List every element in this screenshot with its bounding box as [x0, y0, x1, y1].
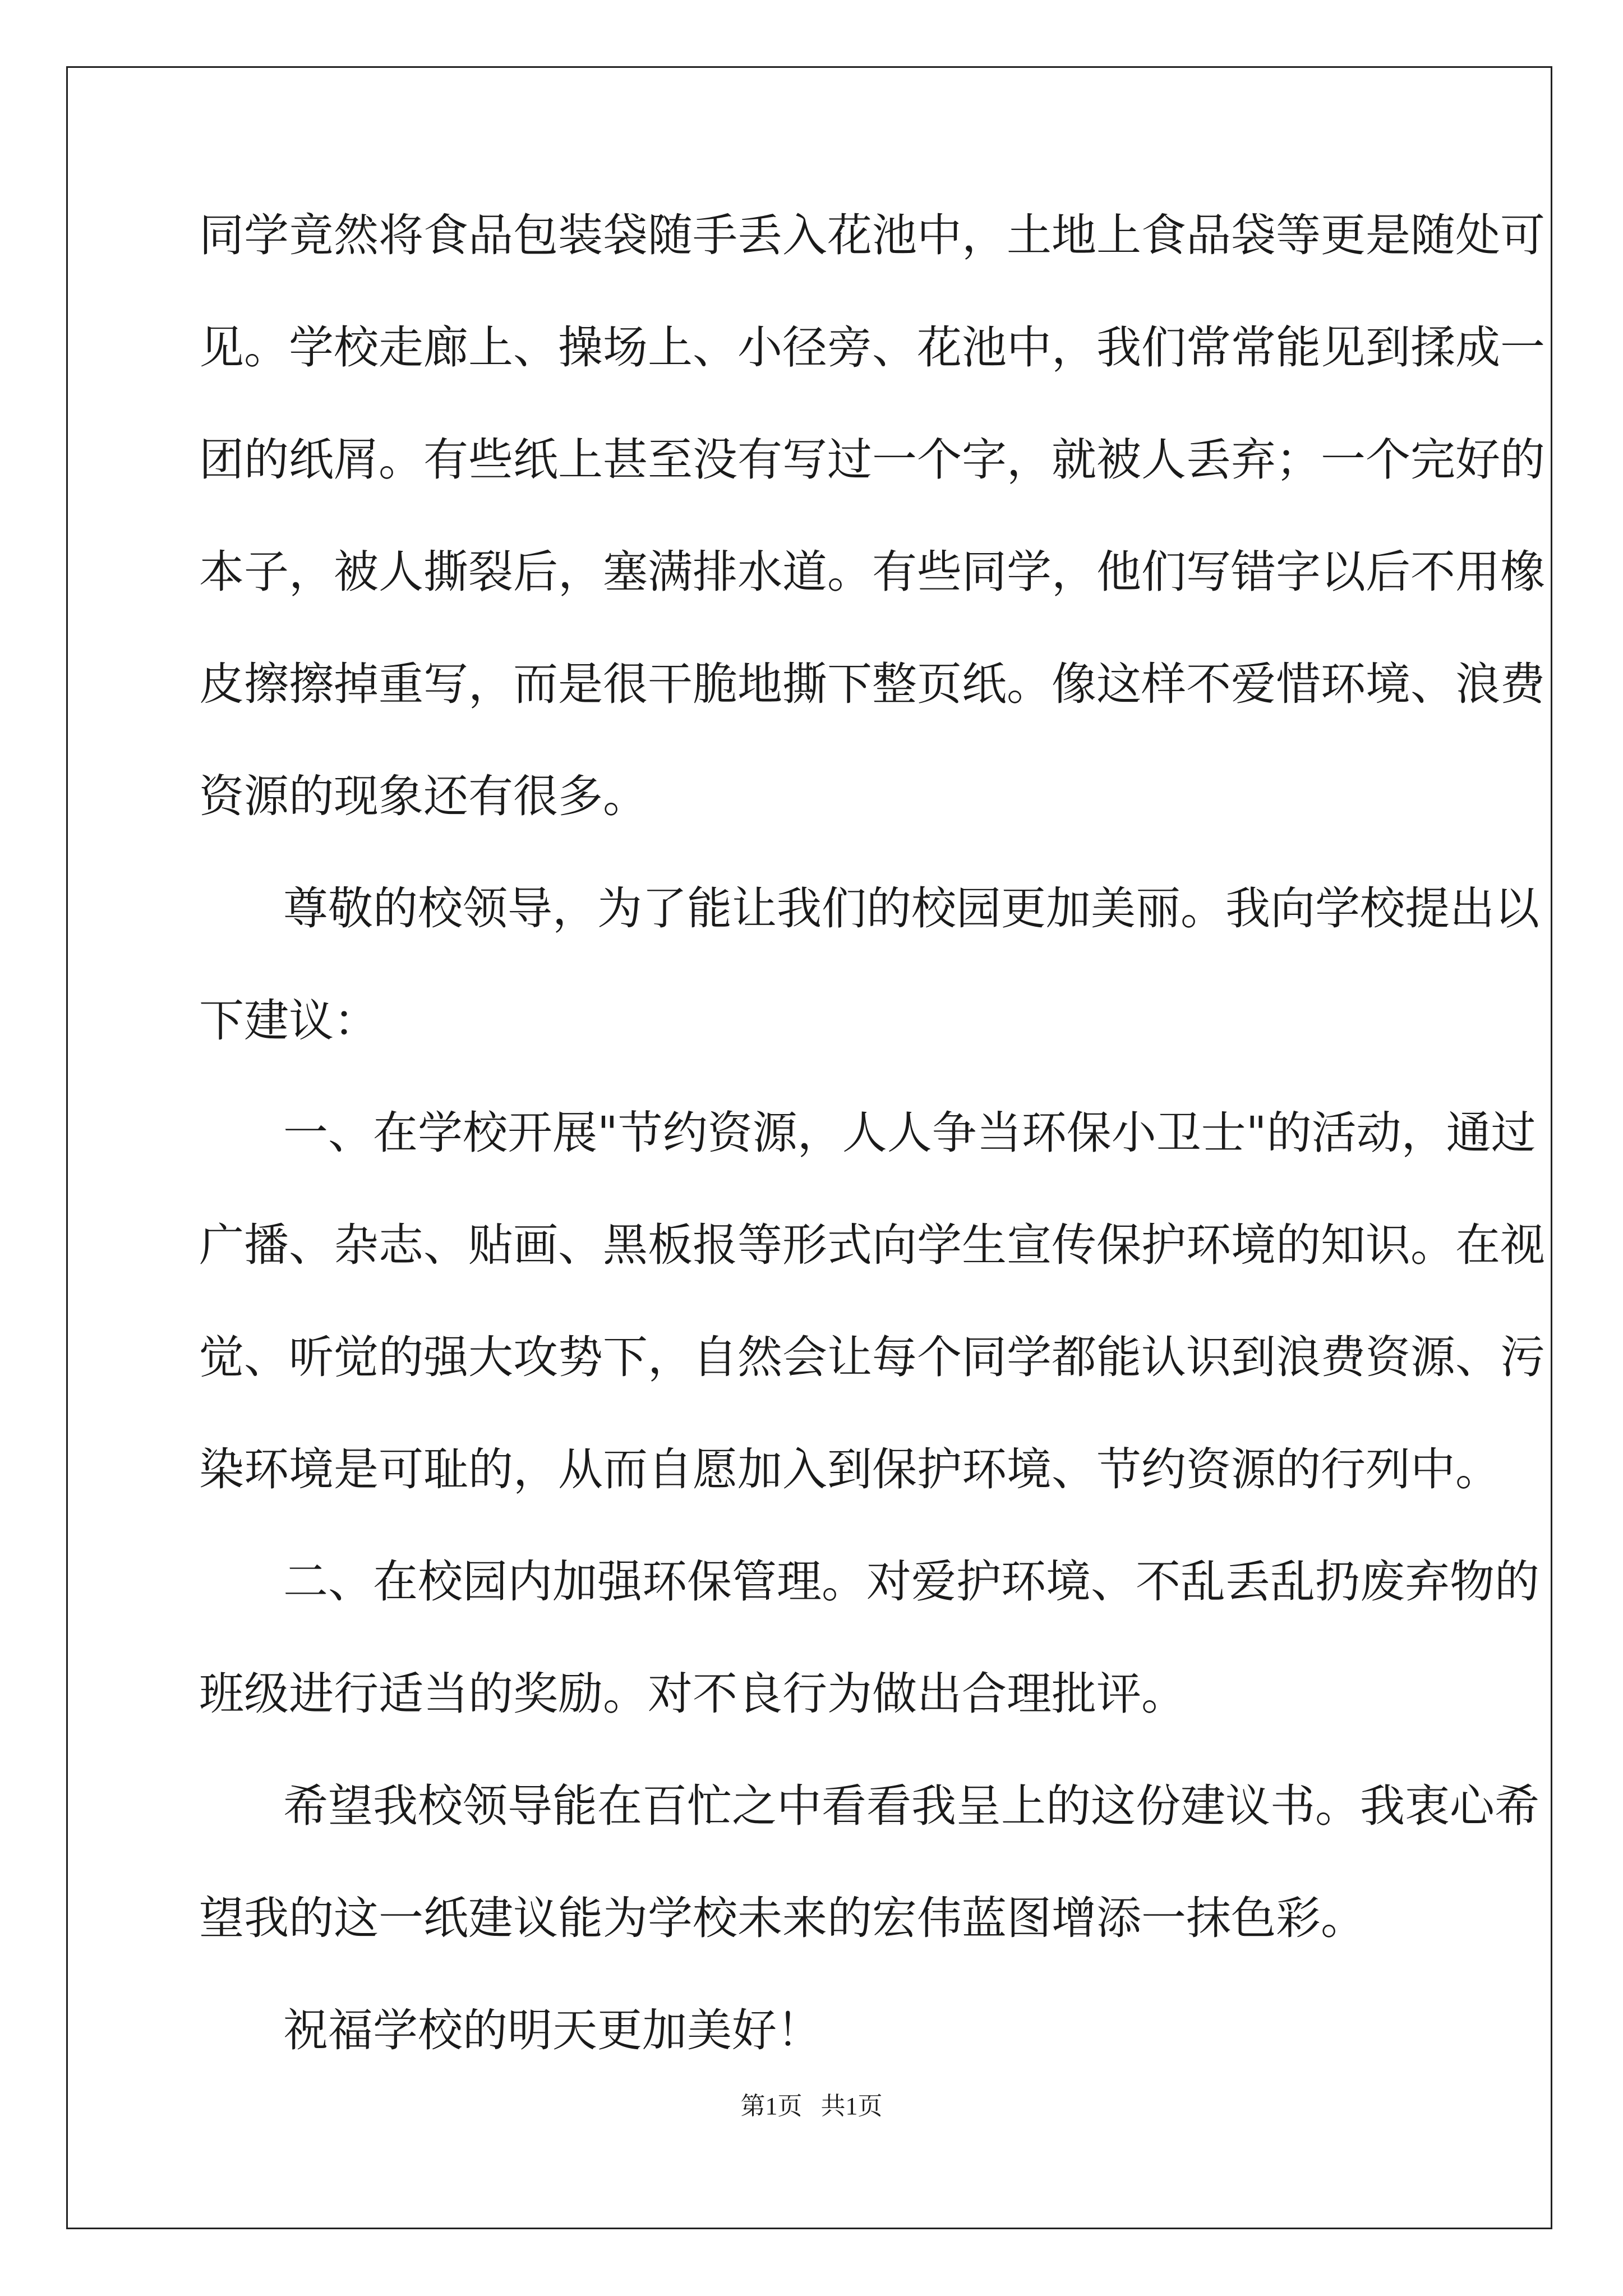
text-line: 资源的现象还有很多。	[199, 770, 648, 822]
text-line: 同学竟然将食品包装袋随手丢入花池中，土地上食品袋等更是随处可	[199, 209, 1545, 261]
text-line: 下建议：	[199, 995, 379, 1047]
text-line: 见。学校走廊上、操场上、小径旁、花池中，我们常常能见到揉成一	[199, 321, 1545, 374]
paragraph-start-line: 祝福学校的明天更加美好！	[283, 2004, 822, 2056]
paragraph-start-line: 一、在学校开展"节约资源，人人争当环保小卫士"的活动，通过	[283, 1107, 1536, 1159]
paragraph-start-line: 尊敬的校领导，为了能让我们的校园更加美丽。我向学校提出以	[283, 882, 1539, 935]
text-line: 本子，被人撕裂后，塞满排水道。有些同学，他们写错字以后不用橡	[199, 546, 1545, 598]
page-number-footer: 第1页 共1页	[740, 2092, 883, 2120]
text-line: 望我的这一纸建议能为学校未来的宏伟蓝图增添一抹色彩。	[199, 1892, 1366, 1944]
paragraph-start-line: 二、在校园内加强环保管理。对爱护环境、不乱丢乱扔废弃物的	[283, 1556, 1539, 1608]
text-line: 染环境是可耻的，从而自愿加入到保护环境、节约资源的行列中。	[199, 1443, 1500, 1496]
document-body	[199, 202, 1545, 2109]
text-line: 团的纸屑。有些纸上甚至没有写过一个字，就被人丢弃；一个完好的	[199, 434, 1545, 486]
text-line: 班级进行适当的奖励。对不良行为做出合理批评。	[199, 1668, 1186, 1720]
paragraph-start-line: 希望我校领导能在百忙之中看看我呈上的这份建议书。我衷心希	[283, 1780, 1539, 1832]
text-line: 觉、听觉的强大攻势下，自然会让每个同学都能认识到浪费资源、污	[199, 1331, 1545, 1383]
text-line: 广播、杂志、贴画、黑板报等形式向学生宣传保护环境的知识。在视	[199, 1219, 1545, 1271]
text-line: 皮擦擦掉重写，而是很干脆地撕下整页纸。像这样不爱惜环境、浪费	[199, 658, 1545, 710]
